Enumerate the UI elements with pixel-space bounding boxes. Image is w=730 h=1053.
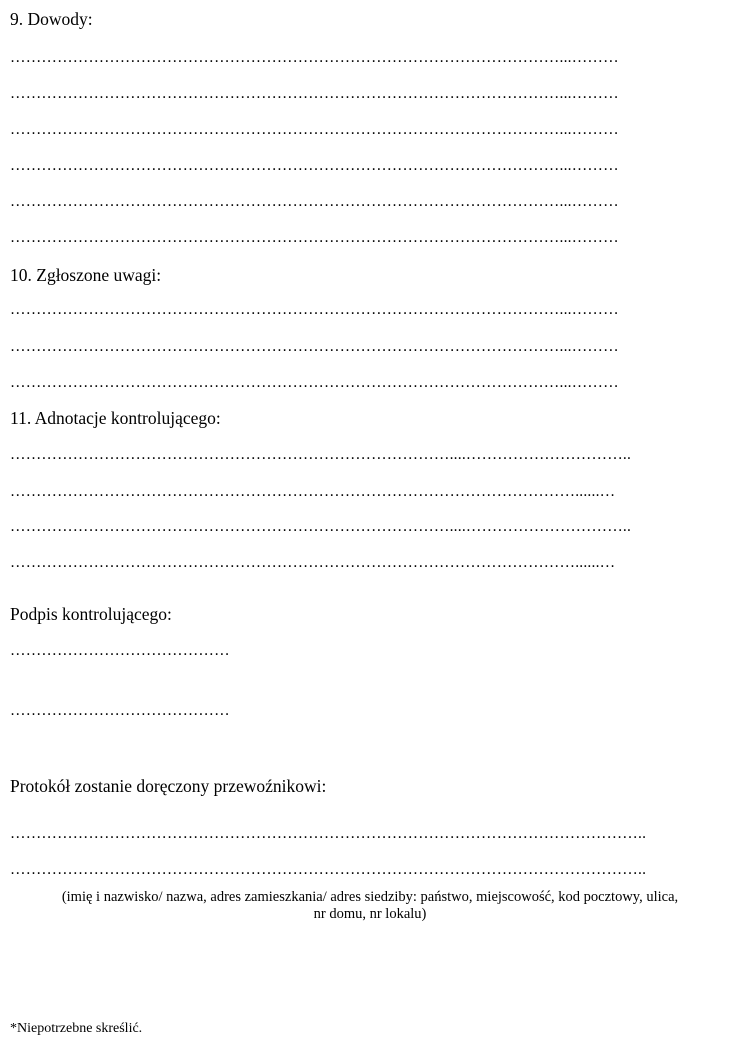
evidence-line-5: ……………………………………………………………………………………………...……… <box>10 193 619 210</box>
recipient-caption-line-2: nr domu, nr lokalu) <box>313 906 427 922</box>
delivery-label: Protokół zostanie doręczony przewoźnikowi: <box>10 776 327 796</box>
remarks-line-2: ……………………………………………………………………………………………...……… <box>10 338 619 355</box>
remarks-line-1: ……………………………………………………………………………………………...……… <box>10 301 619 318</box>
signature-label: Podpis kontrolującego: <box>10 604 172 624</box>
recipient-line-1: ………………………………………………………………………………………………………….. <box>10 825 647 842</box>
inspector-notes-line-1: …………………………………………………………………………....………………………….. <box>10 446 632 463</box>
evidence-line-6: ……………………………………………………………………………………………...……… <box>10 229 619 246</box>
evidence-line-4: ……………………………………………………………………………………………...……… <box>10 157 619 174</box>
inspector-notes-line-2: ………………………………………………………………………………………………......… <box>10 483 616 500</box>
signature-line-1: …………………………………… <box>10 642 230 659</box>
section-10-heading: 10. Zgłoszone uwagi: <box>10 265 162 285</box>
evidence-line-3: ……………………………………………………………………………………………...……… <box>10 121 619 138</box>
recipient-line-2: ………………………………………………………………………………………………………….. <box>10 861 647 878</box>
evidence-line-2: ……………………………………………………………………………………………...……… <box>10 85 619 102</box>
footnote: *Niepotrzebne skreślić. <box>10 1021 143 1036</box>
section-9-heading: 9. Dowody: <box>10 9 93 29</box>
section-11-heading: 11. Adnotacje kontrolującego: <box>10 408 221 428</box>
remarks-line-3: ……………………………………………………………………………………………...……… <box>10 374 619 391</box>
inspector-notes-line-4: ………………………………………………………………………………………………......… <box>10 554 616 571</box>
recipient-caption-line-1: (imię i nazwisko/ nazwa, adres zamieszkania/ adres siedziby: państwo, miejscowość, kod pocztowy, ulica, <box>61 889 679 905</box>
inspector-notes-line-3: …………………………………………………………………………....………………………….. <box>10 518 632 535</box>
evidence-line-1: ……………………………………………………………………………………………...……… <box>10 49 619 66</box>
signature-line-2: …………………………………… <box>10 702 230 719</box>
